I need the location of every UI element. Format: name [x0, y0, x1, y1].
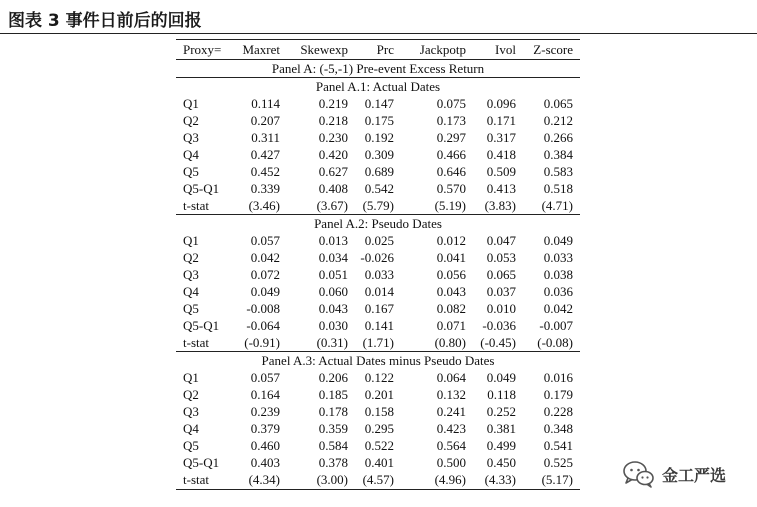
row-label: Q5 — [183, 438, 199, 453]
table-row — [176, 403, 580, 420]
table-cell: 0.013 — [318, 233, 348, 248]
row-label: Q5-Q1 — [183, 455, 220, 470]
table-row — [176, 129, 580, 146]
subpanel-title: Panel A.3: Actual Dates minus Pseudo Dates — [261, 353, 495, 368]
table-cell: 0.072 — [250, 267, 280, 282]
table-cell: Ivol — [495, 42, 516, 57]
table-cell: 0.064 — [436, 370, 466, 385]
table-cell: -0.036 — [482, 318, 516, 333]
table-cell: 0.175 — [364, 113, 394, 128]
table-cell: 0.141 — [364, 318, 394, 333]
table-bottom-rule — [176, 489, 580, 490]
table-cell: (3.83) — [484, 198, 516, 213]
table-cell: (4.34) — [248, 472, 280, 487]
table-cell: Skewexp — [300, 42, 348, 57]
table-cell: 0.207 — [250, 113, 280, 128]
table-cell: 0.071 — [436, 318, 466, 333]
table-cell: 0.212 — [543, 113, 573, 128]
table-row — [176, 112, 580, 129]
table-row — [176, 163, 580, 180]
table-cell: 0.056 — [436, 267, 466, 282]
table-row — [176, 437, 580, 454]
row-label: t-stat — [183, 198, 209, 213]
table-cell: 0.348 — [543, 421, 573, 436]
table-cell: -0.007 — [539, 318, 573, 333]
table-cell: 0.452 — [250, 164, 280, 179]
row-label: Proxy= — [183, 42, 222, 57]
row-label: Q2 — [183, 387, 199, 402]
table-cell: (-0.91) — [244, 335, 280, 350]
table-cell: 0.564 — [436, 438, 466, 453]
row-label: Q5 — [183, 164, 199, 179]
table-row — [176, 283, 580, 300]
table-cell: 0.381 — [486, 421, 516, 436]
table-cell: 0.689 — [364, 164, 394, 179]
table-cell: 0.413 — [486, 181, 516, 196]
table-cell: (5.17) — [541, 472, 573, 487]
table-cell: 0.042 — [543, 301, 573, 316]
table-cell: 0.570 — [436, 181, 466, 196]
table-cell: 0.041 — [436, 250, 466, 265]
table-cell: 0.010 — [486, 301, 516, 316]
table-cell: 0.542 — [364, 181, 394, 196]
row-label: Q2 — [183, 250, 199, 265]
table-cell: 0.047 — [486, 233, 516, 248]
table-cell: 0.049 — [543, 233, 573, 248]
table-cell: (3.67) — [316, 198, 348, 213]
table-cell: 0.178 — [318, 404, 348, 419]
row-label: Q1 — [183, 233, 199, 248]
table-row — [176, 471, 580, 488]
table-cell: 0.043 — [436, 284, 466, 299]
table-cell: (3.46) — [248, 198, 280, 213]
table-cell: 0.418 — [486, 147, 516, 162]
table-cell: 0.252 — [486, 404, 516, 419]
table-cell: 0.401 — [364, 455, 394, 470]
table-cell: Jackpotp — [419, 42, 466, 57]
subpanel-title: Panel A.2: Pseudo Dates — [314, 216, 442, 231]
table-cell: 0.627 — [318, 164, 348, 179]
table-cell: 0.228 — [543, 404, 573, 419]
table-row — [176, 266, 580, 283]
table-cell: 0.114 — [251, 96, 280, 111]
table-cell: 0.042 — [250, 250, 280, 265]
table-cell: 0.065 — [486, 267, 516, 282]
table-cell: 0.460 — [250, 438, 280, 453]
table-cell: 0.036 — [543, 284, 573, 299]
table-cell: 0.359 — [318, 421, 348, 436]
table-row — [176, 386, 580, 403]
table-row — [176, 420, 580, 437]
header-row — [176, 41, 580, 58]
table-cell: 0.297 — [436, 130, 466, 145]
table-cell: 0.118 — [487, 387, 516, 402]
table-cell: (4.71) — [541, 198, 573, 213]
table-row — [176, 180, 580, 197]
table-cell: 0.384 — [543, 147, 573, 162]
table-cell: 0.075 — [436, 96, 466, 111]
table-cell: 0.518 — [543, 181, 573, 196]
table-cell: 0.239 — [250, 404, 280, 419]
table-cell: 0.206 — [318, 370, 348, 385]
table-cell: 0.241 — [436, 404, 466, 419]
watermark-text: 金工严选 — [662, 466, 727, 485]
table-row — [176, 146, 580, 163]
row-label: Q5 — [183, 301, 199, 316]
table-cell: Prc — [376, 42, 394, 57]
table-cell: 0.051 — [318, 267, 348, 282]
table-cell: (5.79) — [362, 198, 394, 213]
table-cell: (5.19) — [434, 198, 466, 213]
table-cell: 0.167 — [364, 301, 394, 316]
table-cell: 0.065 — [543, 96, 573, 111]
table-cell: 0.201 — [364, 387, 394, 402]
table-cell: 0.522 — [364, 438, 394, 453]
table-cell: (0.31) — [316, 335, 348, 350]
table-cell: 0.049 — [250, 284, 280, 299]
table-cell: 0.218 — [318, 113, 348, 128]
table-cell: 0.033 — [364, 267, 394, 282]
table-cell: 0.043 — [318, 301, 348, 316]
panel-header: Panel A: (-5,-1) Pre-event Excess Return — [271, 61, 485, 76]
table-cell: 0.408 — [318, 181, 348, 196]
table-cell: 0.164 — [250, 387, 280, 402]
table-cell: 0.025 — [364, 233, 394, 248]
table-cell: 0.053 — [486, 250, 516, 265]
watermark — [622, 455, 742, 495]
table-cell: 0.583 — [543, 164, 573, 179]
table-cell: 0.266 — [543, 130, 573, 145]
table-cell: Maxret — [242, 42, 280, 57]
table-cell: -0.064 — [246, 318, 280, 333]
table-cell: 0.034 — [318, 250, 348, 265]
row-label: Q1 — [183, 96, 199, 111]
row-label: Q3 — [183, 267, 199, 282]
row-label: Q5-Q1 — [183, 181, 220, 196]
table-cell: 0.646 — [436, 164, 466, 179]
table-cell: 0.122 — [364, 370, 394, 385]
table-cell: 0.309 — [364, 147, 394, 162]
table-cell: 0.030 — [318, 318, 348, 333]
table-cell: 0.057 — [250, 233, 280, 248]
table-cell: 0.450 — [486, 455, 516, 470]
table-cell: 0.339 — [250, 181, 280, 196]
row-label: Q3 — [183, 130, 199, 145]
table-cell: 0.038 — [543, 267, 573, 282]
table-cell: 0.037 — [486, 284, 516, 299]
table-row — [176, 369, 580, 386]
table-row — [176, 334, 580, 351]
table-cell: -0.008 — [246, 301, 280, 316]
table-cell: (-0.08) — [537, 335, 573, 350]
row-label: Q5-Q1 — [183, 318, 220, 333]
table-cell: 0.049 — [486, 370, 516, 385]
table-cell: (-0.45) — [480, 335, 516, 350]
table-cell: 0.185 — [318, 387, 348, 402]
table-cell: 0.420 — [318, 147, 348, 162]
table-cell: 0.541 — [543, 438, 573, 453]
table-cell: 0.295 — [364, 421, 394, 436]
table-cell: 0.500 — [436, 455, 466, 470]
table-cell: 0.499 — [486, 438, 516, 453]
table-cell: (4.96) — [434, 472, 466, 487]
figure-title: 图表 3 事件日前后的回报 — [8, 11, 202, 31]
table-cell: 0.311 — [251, 130, 280, 145]
table-cell: 0.060 — [318, 284, 348, 299]
row-label: t-stat — [183, 472, 209, 487]
table-cell: 0.525 — [543, 455, 573, 470]
wechat-icon — [622, 459, 656, 489]
table-cell: 0.096 — [486, 96, 516, 111]
table-cell: 0.057 — [250, 370, 280, 385]
table-row — [176, 232, 580, 249]
table-cell: 0.509 — [486, 164, 516, 179]
table-cell: (4.33) — [484, 472, 516, 487]
table-cell: 0.192 — [364, 130, 394, 145]
row-label: Q1 — [183, 370, 199, 385]
table-row — [176, 454, 580, 471]
figure-header — [0, 0, 757, 34]
table-top-rule — [176, 39, 580, 40]
row-label: Q4 — [183, 284, 199, 299]
table-cell: 0.466 — [436, 147, 466, 162]
table-cell: 0.014 — [364, 284, 394, 299]
table-cell: 0.379 — [250, 421, 280, 436]
subpanel-title: Panel A.1: Actual Dates — [315, 79, 441, 94]
table-row — [176, 249, 580, 266]
table-row — [176, 300, 580, 317]
table-row — [176, 95, 580, 112]
table-cell: 0.403 — [250, 455, 280, 470]
row-label: Q3 — [183, 404, 199, 419]
table-cell: 0.147 — [364, 96, 394, 111]
table-cell: 0.016 — [543, 370, 573, 385]
table-cell: 0.158 — [364, 404, 394, 419]
table-cell: (4.57) — [362, 472, 394, 487]
table-cell: 0.584 — [318, 438, 348, 453]
table-cell: (3.00) — [316, 472, 348, 487]
table-cell: 0.012 — [436, 233, 466, 248]
row-label: Q2 — [183, 113, 199, 128]
table-cell: 0.378 — [318, 455, 348, 470]
table-cell: 0.230 — [318, 130, 348, 145]
table-cell: 0.171 — [486, 113, 516, 128]
table-cell: 0.132 — [436, 387, 466, 402]
table-cell: 0.317 — [486, 130, 516, 145]
table-cell: 0.427 — [250, 147, 280, 162]
table-cell: (0.80) — [434, 335, 466, 350]
row-label: Q4 — [183, 421, 199, 436]
row-label: t-stat — [183, 335, 209, 350]
table-row — [176, 197, 580, 214]
table-cell: 0.179 — [543, 387, 573, 402]
table-cell: 0.033 — [543, 250, 573, 265]
table-cell: -0.026 — [360, 250, 394, 265]
table-cell: 0.173 — [436, 113, 466, 128]
table-row — [176, 317, 580, 334]
table-cell: 0.423 — [436, 421, 466, 436]
table-cell: Z-score — [533, 42, 573, 57]
table-cell: 0.082 — [436, 301, 466, 316]
table-cell: 0.219 — [318, 96, 348, 111]
header-rule — [0, 33, 757, 34]
table-cell: (1.71) — [362, 335, 394, 350]
row-label: Q4 — [183, 147, 199, 162]
